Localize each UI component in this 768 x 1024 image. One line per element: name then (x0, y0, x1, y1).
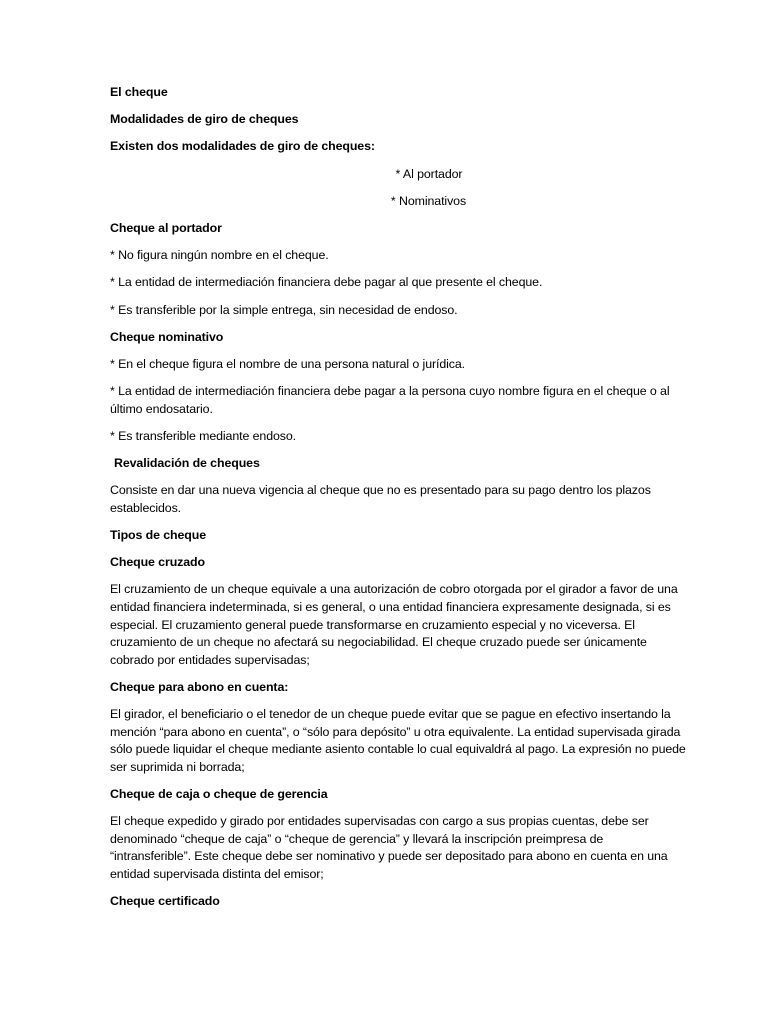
heading-cheque-de-caja: Cheque de caja o cheque de gerencia (110, 787, 328, 802)
list-item: * Es transferible por la simple entrega, sin necesidad de endoso. (110, 302, 458, 317)
heading-cheque-al-portador: Cheque al portador (110, 220, 222, 235)
heading-cheque-nominativo: Cheque nominativo (110, 329, 224, 344)
list-item: * Es transferible mediante endoso. (110, 428, 297, 443)
heading-revalidacion: Revalidación de cheques (114, 456, 260, 471)
paragraph-cheque-abono-en-cuenta: El girador, el beneficiario o el tenedor de un cheque puede evitar que se pague en efectivo insertando la mención “para abono en cuenta”, o “sólo para depósito” u otra equivalente. La entidad supervisada girada sólo puede liquidar el cheque mediante asiento contable lo cual equivaldrá al pago. La expresión no puede ser suprimida ni borrada; (110, 707, 686, 774)
list-item: * En el cheque figura el nombre de una persona natural o jurídica. (110, 356, 466, 371)
list-item: * La entidad de intermediación financiera debe pagar al que presente el cheque. (110, 275, 543, 290)
paragraph-cheque-cruzado: El cruzamiento de un cheque equivale a una autorización de cobro otorgada por el girador a favor de una entidad financiera indeterminada, si es general, o una entidad financiera expresamente designada, si es especial. El cruzamiento general puede transformarse en cruzamiento especial y no viceversa. El cruzamiento de un cheque no afectará su negociabilidad. El cheque cruzado puede ser únicamente cobrado por entidades supervisadas; (110, 582, 678, 667)
heading-modalidades: Modalidades de giro de cheques (110, 112, 299, 127)
heading-cheque-cruzado: Cheque cruzado (110, 555, 205, 570)
paragraph-revalidacion: Consiste en dar una nueva vigencia al cheque que no es presentado para su pago dentro los plazos establecidos. (110, 483, 651, 515)
list-item: * La entidad de intermediación financiera debe pagar a la persona cuyo nombre figura en el cheque o al último endosatario. (110, 384, 670, 416)
centered-item-al-portador: * Al portador (395, 166, 463, 181)
heading-cheque-abono-en-cuenta: Cheque para abono en cuenta: (110, 679, 289, 694)
centered-item-nominativos: * Nominativos (390, 193, 467, 208)
intro-modalidades: Existen dos modalidades de giro de cheques: (110, 139, 375, 154)
heading-tipos-de-cheque: Tipos de cheque (110, 528, 207, 542)
paragraph-cheque-de-caja: El cheque expedido y girado por entidades supervisadas con cargo a sus propias cuentas, debe ser denominado “cheque de caja” o “cheque de gerencia” y llevará la inscripción preimpresa de “intransferible”. Este cheque debe ser nominativo y puede ser depositado para abono en cuenta en una entidad supervisada distinta del emisor; (110, 814, 668, 882)
heading-cheque-certificado: Cheque certificado (110, 894, 220, 909)
list-item: * No figura ningún nombre en el cheque. (110, 248, 329, 263)
document-title: El cheque (110, 85, 168, 99)
document-body (110, 84, 686, 920)
